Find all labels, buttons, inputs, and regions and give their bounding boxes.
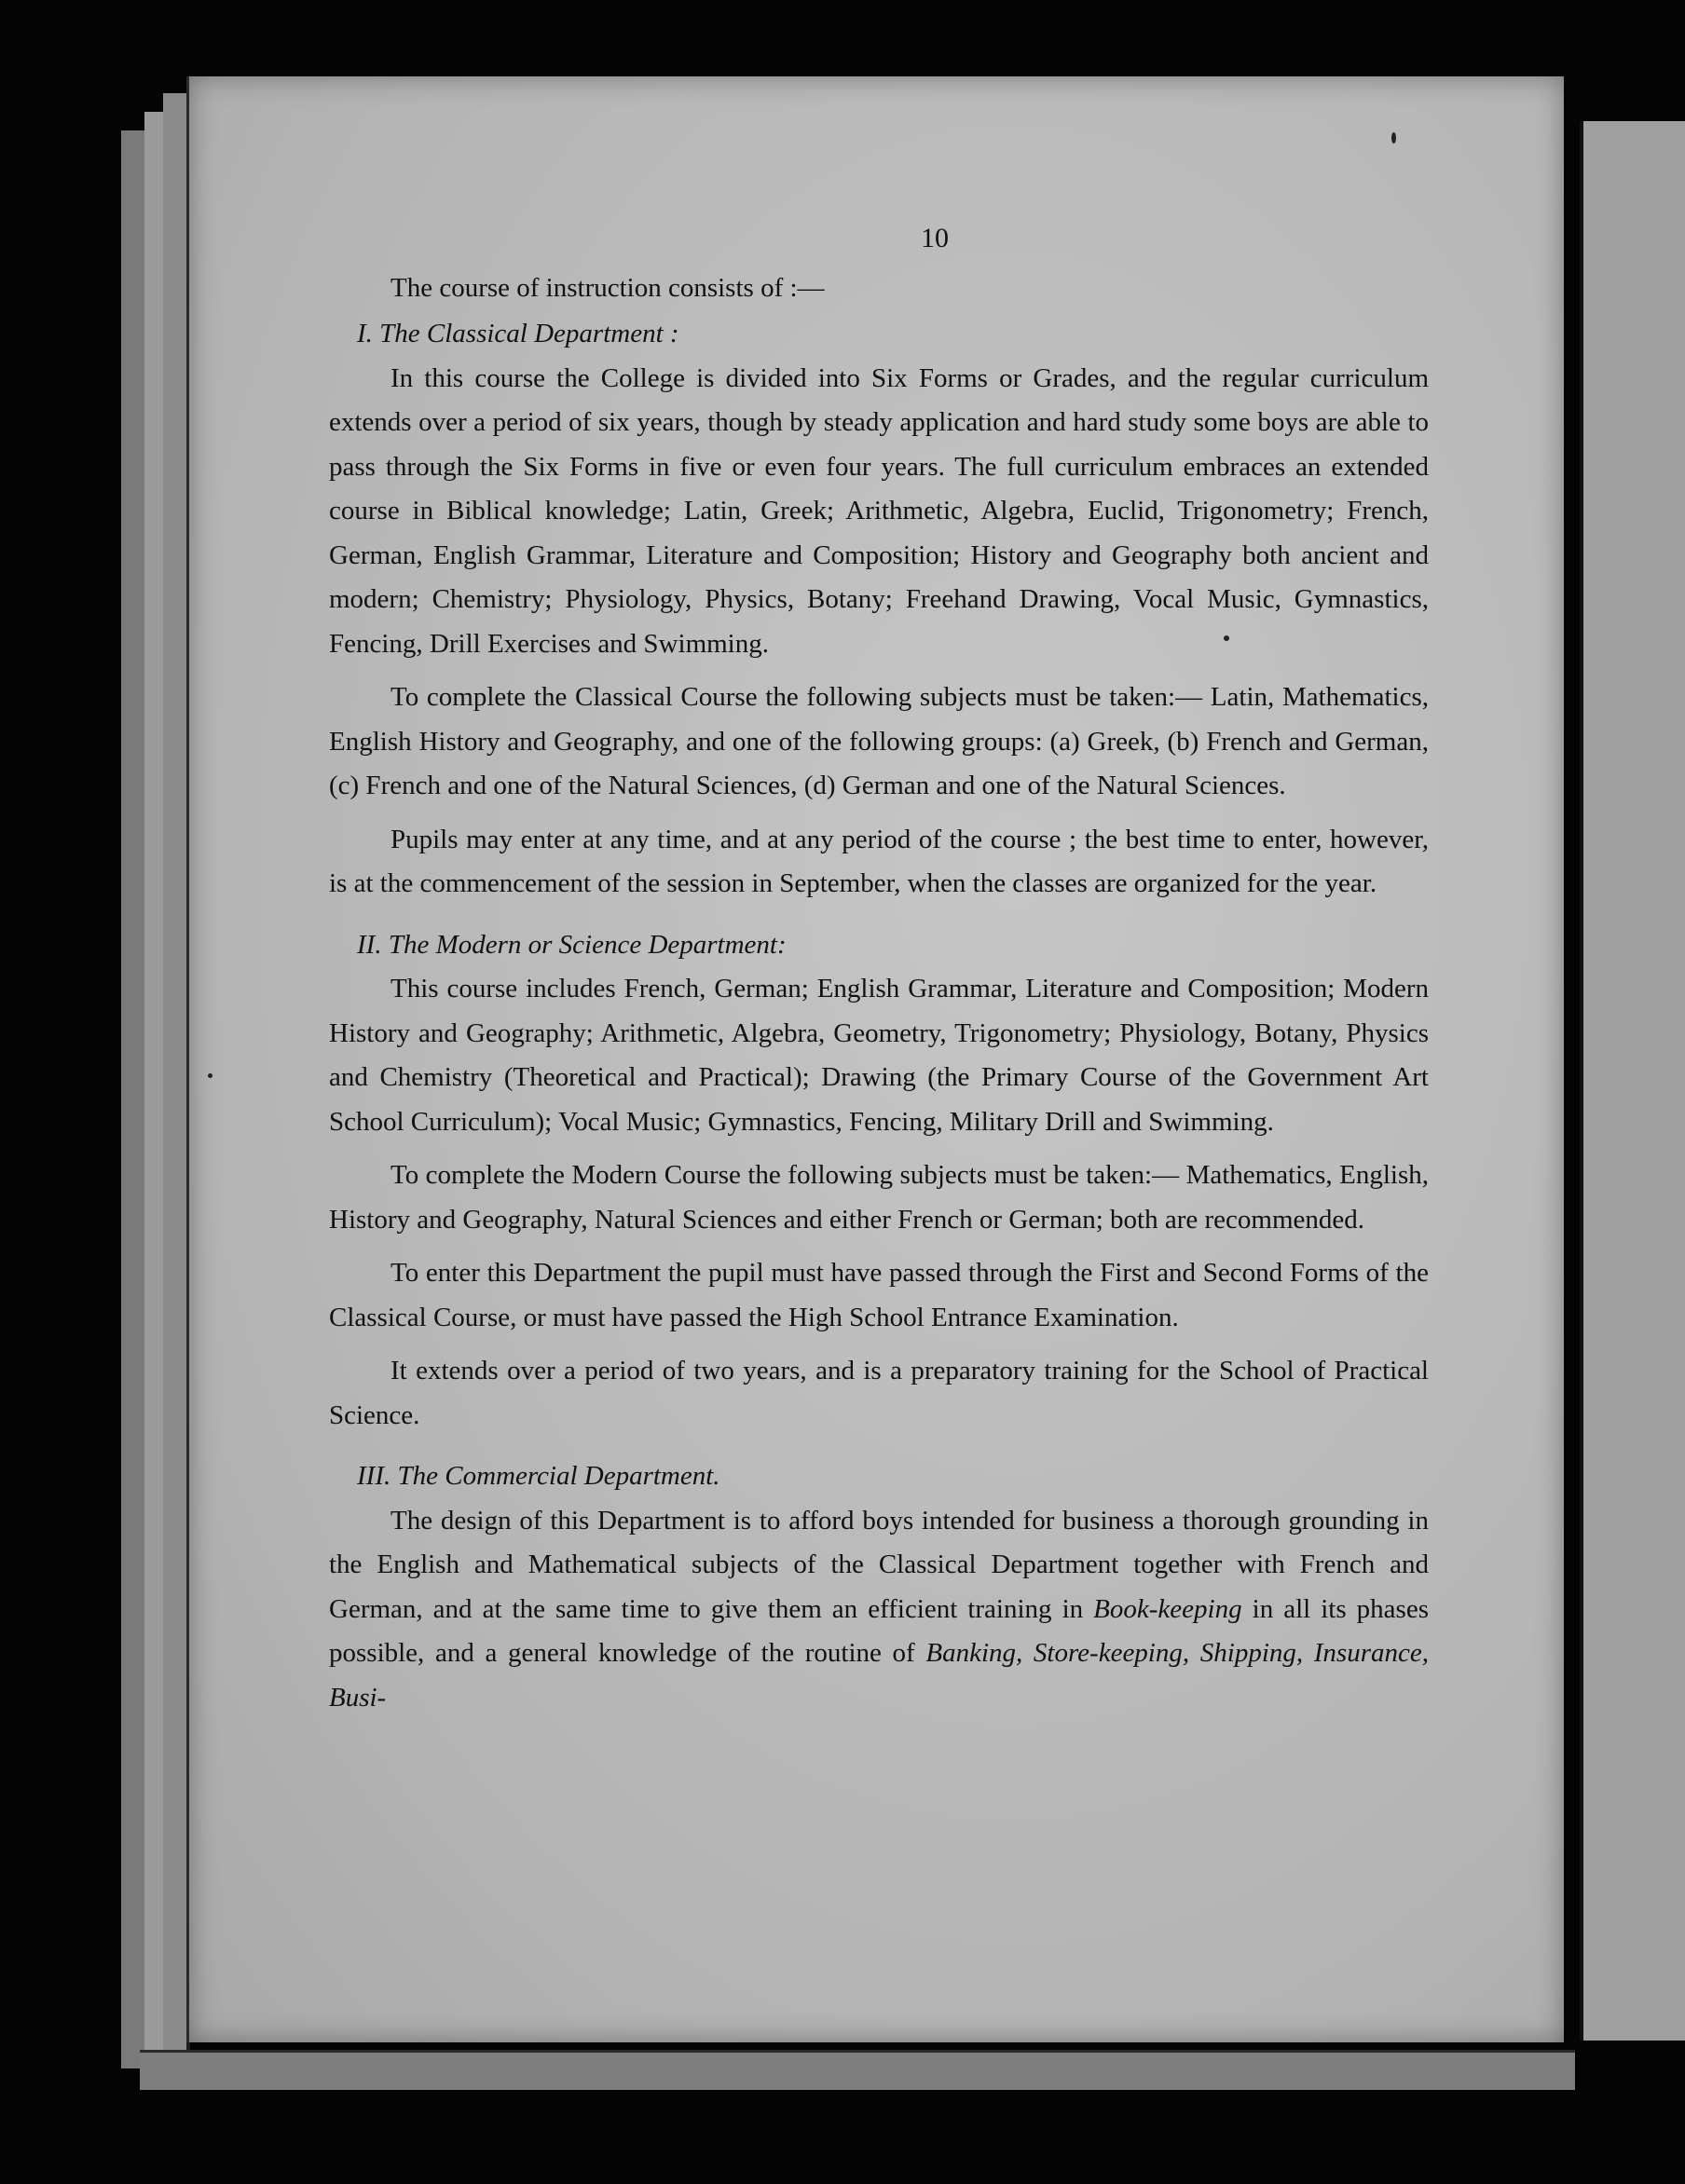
- paragraph-commercial: [329, 1499, 1429, 1721]
- italic-term: Banking, Store-keeping, Shipping, Insurance, Busi-: [329, 1638, 1430, 1713]
- paragraph: In this course the College is divided into Six Forms or Grades, and the regular curriculum extends over a period of six years, though by steady application and hard study some boys are able to pass through the Six Forms in five or even four years. The full curriculum embraces an extended course in Biblical knowledge; Latin, Greek; Arithmetic, Algebra, Euclid, Trigonometry; French, German, English Grammar, Literature and Composition; History and Geography both ancient and modern; Chemistry; Physiology, Physics, Botany; Freehand Drawing, Vocal Music, Gymnastics, Fencing, Drill Exercises and Swimming.: [329, 362, 1429, 659]
- paragraph: It extends over a period of two years, and is a preparatory training for the School of Practical Science.: [329, 1356, 1429, 1430]
- ink-speck: [1224, 635, 1229, 641]
- section-heading-modern: II. The Modern or Science Department:: [357, 929, 787, 960]
- paragraph: To complete the Classical Course the following subjects must be taken:— Latin, Mathematics, English History and Geography, and one of the following groups: (a) Greek, (b) French and German, (c) French and one of the Natural Sciences, (d) German and one of the Natural Sciences.: [329, 682, 1429, 800]
- paragraph: To complete the Modern Course the following subjects must be taken:— Mathematics, English, History and Geography, Natural Sciences and either French or German; both are recommended.: [329, 1160, 1429, 1235]
- ink-speck: [1391, 132, 1396, 143]
- paragraph-text: The design of this Department is to afford boys intended for business a thorough grounding in the English and Mathematical subjects of the Classical Department together with French and German, and at the same time to give them an efficient training in Book-keeping in all its phases possible, and a general knowledge of the routine of Banking, Store-keeping, Shipping, Insurance, Busi-: [329, 1505, 1430, 1713]
- section-heading-classical: I. The Classical Department :: [357, 319, 679, 348]
- paragraph: This course includes French, German; English Grammar, Literature and Composition; Modern History and Geography; Arithmetic, Algebra, Geometry, Trigonometry; Physiology, Botany, Physics and Chemistry (Theoretical and Practical); Drawing (the Primary Course of the Government Art School Curriculum); Vocal Music; Gymnastics, Fencing, Military Drill and Swimming.: [329, 974, 1429, 1137]
- italic-term: Book-keeping: [1093, 1593, 1242, 1624]
- page-edge-bottom: [140, 2050, 1575, 2090]
- ink-speck: [208, 1073, 212, 1078]
- page-number: 10: [921, 223, 949, 253]
- page-text: [329, 216, 1429, 1720]
- paragraph: Pupils may enter at any time, and at any period of the course ; the best time to enter, however, is at the commencement of the session in September, when the classes are organized for the year.: [329, 824, 1429, 898]
- section-heading-commercial: III. The Commercial Department.: [357, 1461, 720, 1491]
- intro-line: The course of instruction consists of :—: [390, 272, 825, 303]
- facing-page-edge: [1580, 121, 1685, 2041]
- book-page: [186, 76, 1564, 2042]
- paragraph: To enter this Department the pupil must have passed through the First and Second Forms of the Classical Course, or must have passed the High School Entrance Examination.: [329, 1258, 1429, 1332]
